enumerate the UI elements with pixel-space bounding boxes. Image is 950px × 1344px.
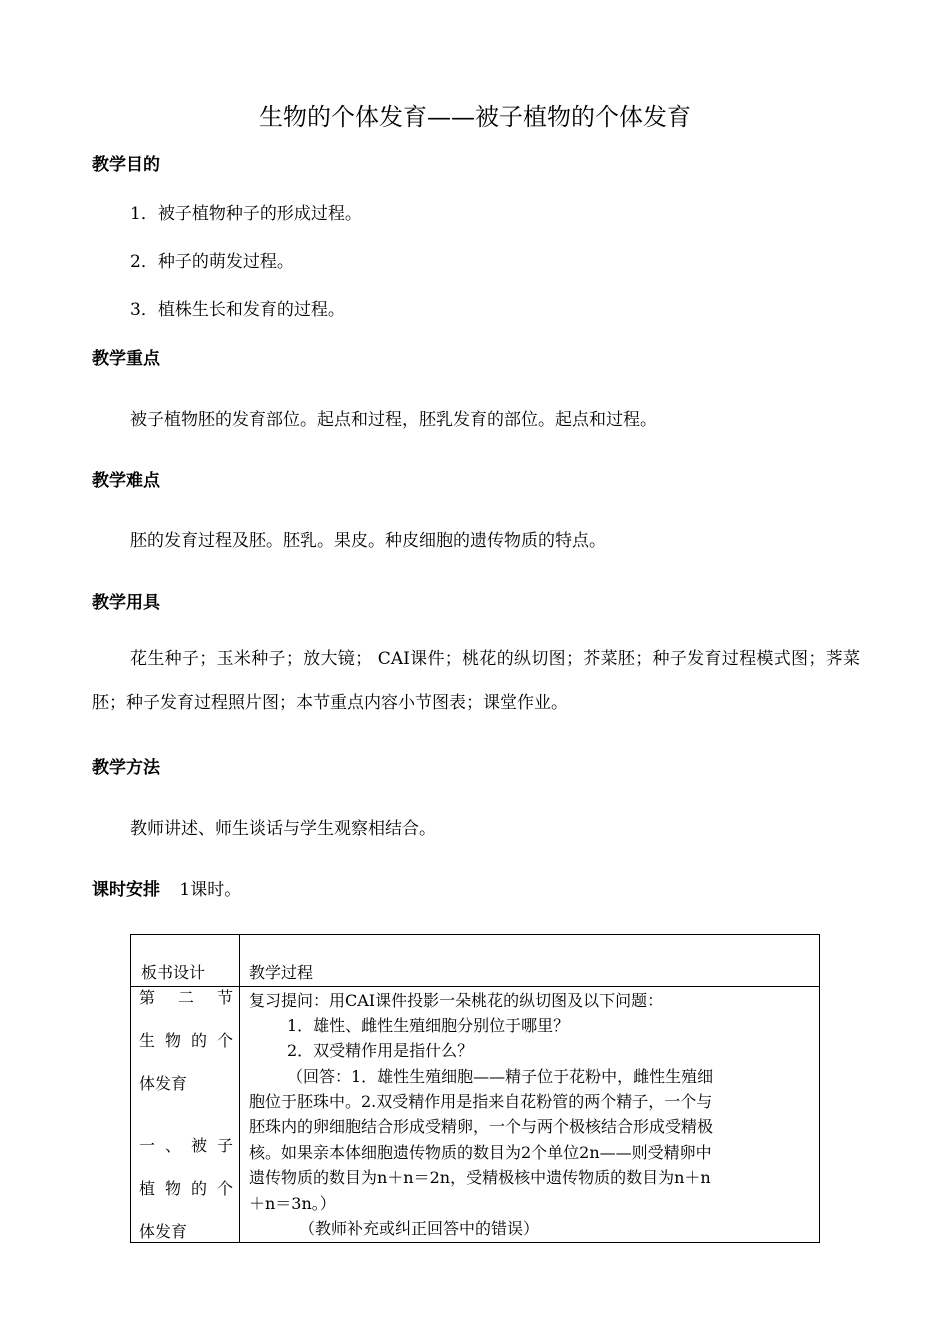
table-header-board-design: 板书设计 (141, 963, 206, 982)
board-design-cell (139, 976, 233, 1253)
column-divider (239, 935, 240, 1242)
heading-tools: 教学用具 (92, 593, 160, 613)
schedule-line (92, 875, 241, 900)
process-line: 2．双受精作用是指什么？ (287, 1041, 474, 1060)
process-line: 胚珠内的卵细胞结合形成受精卵，一个与两个极核结合形成受精极 (249, 1117, 714, 1136)
board-line: 植物的个 (139, 1179, 233, 1198)
heading-difficulties: 教学难点 (92, 471, 160, 491)
table-header-process: 教学过程 (249, 963, 314, 982)
board-line: 生物的个 (139, 1031, 233, 1050)
heading-schedule: 课时安排 (92, 880, 160, 900)
board-line: 体发育 (139, 1222, 188, 1241)
process-line: 胞位于胚珠中。2.双受精作用是指来自花粉管的两个精子，一个与 (249, 1092, 713, 1111)
lesson-table (130, 934, 820, 1243)
process-line: ＋n＝3n。） (249, 1194, 336, 1213)
heading-methods: 教学方法 (92, 758, 160, 778)
methods-text: 教师讲述、师生谈话与学生观察相结合。 (130, 819, 436, 839)
objective-item: 3．植株生长和发育的过程。 (130, 300, 345, 320)
heading-objectives: 教学目的 (92, 155, 160, 175)
heading-key-points: 教学重点 (92, 349, 160, 369)
tools-text: 花生种子；玉米种子；放大镜； CAI课件；桃花的纵切图；芥菜胚；种子发育过程模式图；荠菜胚；种子发育过程照片图；本节重点内容小节图表；课堂作业。 (92, 649, 860, 713)
process-line: 复习提问：用CAI课件投影一朵桃花的纵切图及以下问题： (249, 991, 664, 1010)
board-line (139, 1105, 233, 1124)
process-line: （回答：1．雄性生殖细胞——精子位于花粉中，雌性生殖细 (287, 1067, 714, 1086)
board-line: 第 二 节 (139, 988, 233, 1007)
header-divider (131, 986, 819, 987)
schedule-text: 1课时。 (179, 880, 242, 900)
objective-item: 1．被子植物种子的形成过程。 (130, 204, 362, 224)
process-line: 核。如果亲本体细胞遗传物质的数目为2个单位2n——则受精卵中 (249, 1143, 712, 1162)
page-title: 生物的个体发育——被子植物的个体发育 (259, 103, 691, 131)
key-points-text: 被子植物胚的发育部位。起点和过程，胚乳发育的部位。起点和过程。 (130, 410, 657, 430)
board-line: 体发育 (139, 1074, 188, 1093)
process-line: 遗传物质的数目为n＋n＝2n，受精极核中遗传物质的数目为n＋n (249, 1168, 711, 1187)
process-line: 1．雄性、雌性生殖细胞分别位于哪里？ (287, 1016, 570, 1035)
difficulties-text: 胚的发育过程及胚。胚乳。果皮。种皮细胞的遗传物质的特点。 (130, 531, 606, 551)
process-line: （教师补充或纠正回答中的错误） (299, 1219, 540, 1238)
board-line: 一、被子 (139, 1136, 233, 1155)
objective-item: 2．种子的萌发过程。 (130, 252, 294, 272)
